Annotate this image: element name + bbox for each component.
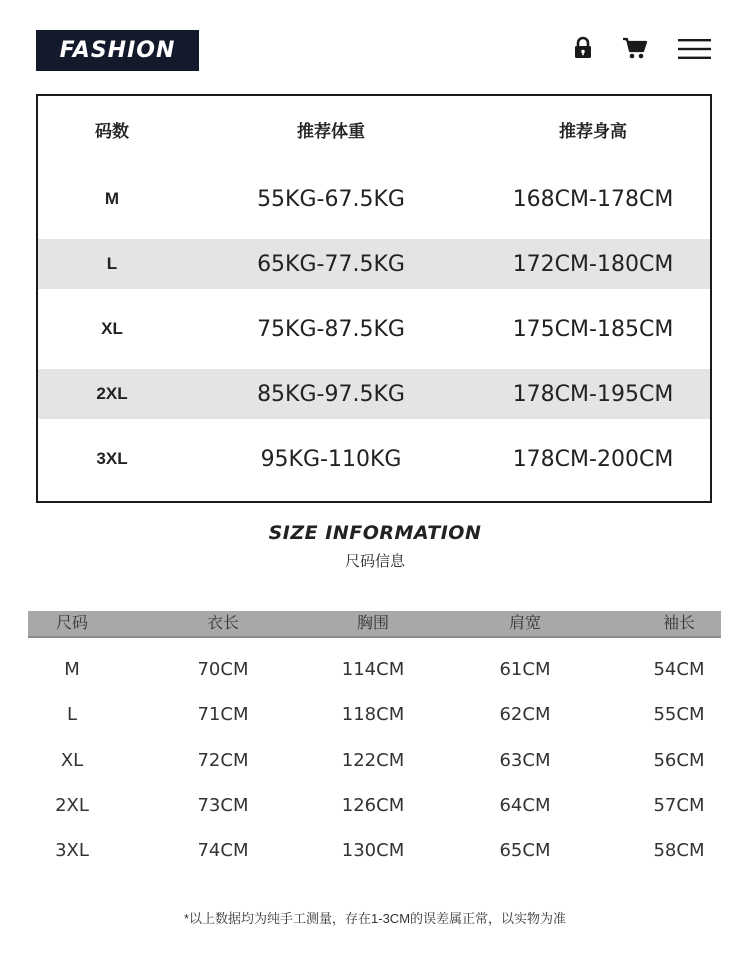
table-row — [28, 791, 721, 821]
section-title: SIZE INFORMATION — [268, 522, 482, 544]
weight-cell: 75KG-87.5KG — [257, 316, 405, 342]
size-cell: 3XL — [55, 840, 89, 861]
lock-icon[interactable] — [573, 36, 593, 60]
height-cell: 178CM-200CM — [512, 446, 674, 472]
column-header: 肩宽 — [508, 615, 541, 632]
table-row — [38, 239, 710, 289]
measurement-footnote: *以上数据均为纯手工测量，存在1-3CM的误差属正常，以实物为准 — [183, 911, 567, 926]
section-subtitle: 尺码信息 — [344, 553, 405, 570]
size-cell: 2XL — [96, 384, 128, 403]
table-row — [28, 746, 721, 776]
column-header: 尺码 — [55, 615, 88, 632]
chest-cell: 118CM — [341, 704, 405, 725]
length-cell: 73CM — [197, 795, 249, 816]
column-header: 码数 — [95, 121, 129, 141]
page-header — [0, 0, 750, 80]
height-cell: 172CM-180CM — [512, 251, 674, 277]
shoulder-cell: 63CM — [499, 750, 551, 771]
table-header-row — [38, 104, 710, 154]
table-row — [38, 174, 710, 224]
table-row — [38, 369, 710, 419]
size-cell: M — [104, 189, 120, 208]
shoulder-cell: 64CM — [499, 795, 551, 816]
length-cell: 71CM — [197, 704, 249, 725]
size-cell: L — [66, 704, 78, 725]
table-row — [28, 836, 721, 866]
column-header: 推荐身高 — [559, 121, 627, 141]
sleeve-cell: 54CM — [653, 659, 705, 680]
weight-cell: 85KG-97.5KG — [257, 381, 405, 407]
height-cell: 178CM-195CM — [512, 381, 674, 407]
sleeve-cell: 56CM — [653, 750, 705, 771]
column-header: 袖长 — [662, 615, 695, 632]
menu-icon[interactable] — [678, 38, 711, 60]
length-cell: 72CM — [197, 750, 249, 771]
size-cell: L — [106, 254, 118, 273]
column-header: 推荐体重 — [297, 121, 365, 141]
size-cell: XL — [101, 319, 123, 338]
chest-cell: 130CM — [341, 840, 405, 861]
column-header: 胸围 — [356, 615, 389, 632]
size-cell: 2XL — [55, 795, 89, 816]
chest-cell: 126CM — [341, 795, 405, 816]
height-cell: 168CM-178CM — [512, 186, 674, 212]
shoulder-cell: 62CM — [499, 704, 551, 725]
weight-cell: 95KG-110KG — [260, 446, 402, 472]
weight-cell: 65KG-77.5KG — [257, 251, 405, 277]
sleeve-cell: 58CM — [653, 840, 705, 861]
sleeve-cell: 55CM — [653, 704, 705, 725]
column-header: 衣长 — [206, 615, 239, 632]
weight-cell: 55KG-67.5KG — [257, 186, 405, 212]
table-row — [38, 304, 710, 354]
length-cell: 74CM — [197, 840, 249, 861]
length-cell: 70CM — [197, 659, 249, 680]
chest-cell: 122CM — [341, 750, 405, 771]
shoulder-cell: 65CM — [499, 840, 551, 861]
measurement-table-header — [28, 611, 721, 638]
table-row — [28, 700, 721, 730]
table-row — [38, 434, 710, 484]
brand-logo[interactable]: FASHION — [36, 30, 199, 71]
height-cell: 175CM-185CM — [512, 316, 674, 342]
chest-cell: 114CM — [341, 659, 405, 680]
table-row — [28, 655, 721, 685]
cart-icon[interactable] — [622, 36, 648, 60]
size-cell: 3XL — [96, 449, 128, 468]
shoulder-cell: 61CM — [499, 659, 551, 680]
sleeve-cell: 57CM — [653, 795, 705, 816]
size-recommendation-table — [36, 94, 712, 503]
size-cell: M — [64, 659, 80, 680]
size-cell: XL — [60, 750, 84, 771]
